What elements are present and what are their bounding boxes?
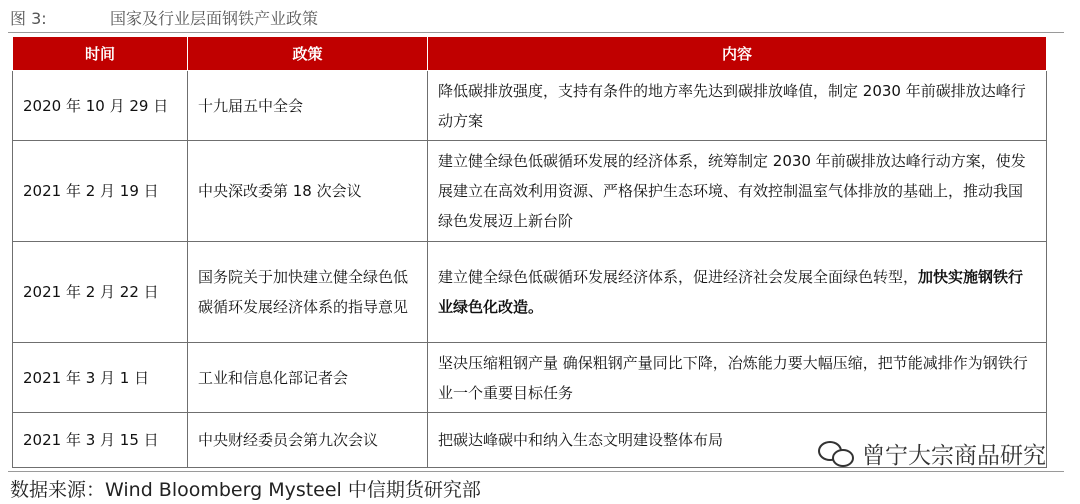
figure-title: [10, 4, 318, 30]
header-policy: 政策: [188, 37, 428, 71]
policy-table: [12, 36, 1047, 468]
content-text: 降低碳排放强度，支持有条件的地方率先达到碳排放峰值，制定 2030 年前碳排放达峰行动方案: [438, 81, 1026, 130]
cell-content: [428, 242, 1047, 343]
header-content: 内容: [428, 37, 1047, 71]
content-text: 把碳达峰碳中和纳入生态文明建设整体布局: [438, 431, 724, 449]
content-text: 建立健全绿色低碳循环发展经济体系，促进经济社会发展全面绿色转型，: [438, 268, 919, 286]
cell-content: [428, 71, 1047, 141]
cell-policy: 十九届五中全会: [188, 71, 428, 141]
cell-time: 2021 年 2 月 22 日: [13, 242, 188, 343]
header-time: 时间: [13, 37, 188, 71]
content-text: 建立健全绿色低碳循环发展的经济体系，统筹制定 2030 年前碳排放达峰行动方案，使发展建立在高效利用资源、严格保护生态环境、有效控制温室气体排放的基础上，推动我国绿色发展迈上新台阶: [438, 152, 1026, 230]
table-row: [13, 141, 1047, 242]
table-row: [13, 71, 1047, 141]
table-row: [13, 343, 1047, 413]
cell-content: [428, 343, 1047, 413]
source-note: 数据来源：Wind Bloomberg Mysteel 中信期货研究部: [10, 478, 481, 501]
title-divider: [8, 32, 1064, 33]
watermark-text: 曾宁大宗商品研究: [862, 443, 1046, 469]
cell-policy: 中央深改委第 18 次会议: [188, 141, 428, 242]
cell-time: 2020 年 10 月 29 日: [13, 71, 188, 141]
content-bold-text: 加快实施钢铁行业绿色化改造。: [438, 268, 1024, 316]
cell-content: [428, 141, 1047, 242]
cell-time: 2021 年 3 月 15 日: [13, 413, 188, 468]
table-row: [13, 242, 1047, 343]
cell-time: 2021 年 3 月 1 日: [13, 343, 188, 413]
content-text: 坚决压缩粗钢产量 确保粗钢产量同比下降，冶炼能力要大幅压缩，把节能减排作为钢铁行业一个重要目标任务: [438, 353, 1028, 402]
cell-time: 2021 年 2 月 19 日: [13, 141, 188, 242]
watermark: [818, 437, 1046, 470]
cell-policy: 国务院关于加快建立健全绿色低碳循环发展经济体系的指导意见: [188, 242, 428, 343]
figure-name: 国家及行业层面钢铁产业政策: [110, 8, 319, 28]
table-header-row: [13, 37, 1047, 71]
wechat-icon: [818, 439, 856, 469]
source-divider: [8, 471, 1064, 472]
figure-number: 图 3:: [10, 8, 47, 28]
cell-policy: 工业和信息化部记者会: [188, 343, 428, 413]
cell-policy: 中央财经委员会第九次会议: [188, 413, 428, 468]
